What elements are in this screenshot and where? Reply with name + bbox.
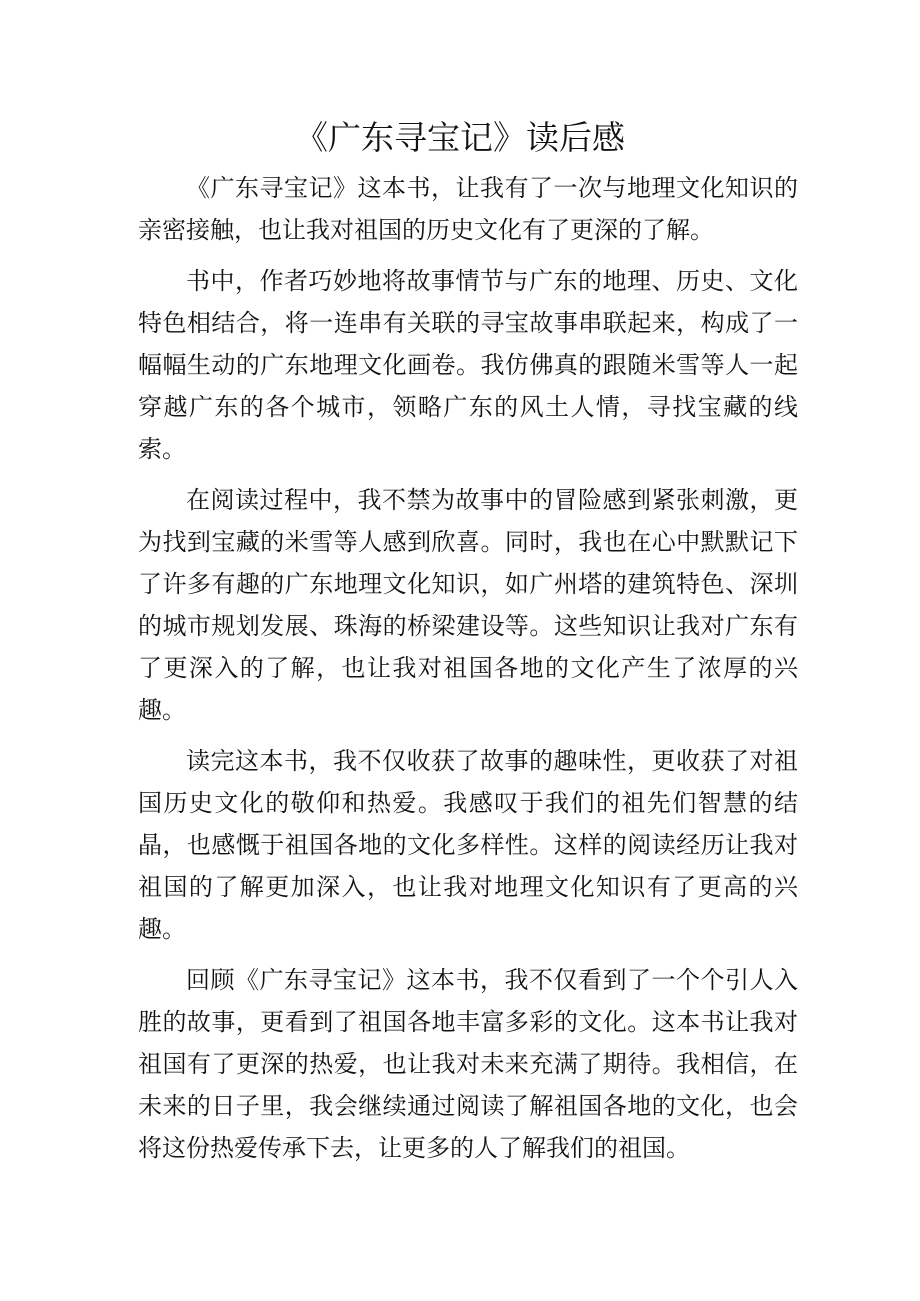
document-body bbox=[138, 167, 798, 1178]
paragraph-5: 回顾《广东寻宝记》这本书，我不仅看到了一个个引人入胜的故事，更看到了祖国各地丰富多彩的文化。这本书让我对祖国有了更深的热爱，也让我对未来充满了期待。我相信，在未来的日子里，我会继续通过阅读了解祖国各地的文化，也会将这份热爱传承下去，让更多的人了解我们的祖国。 bbox=[138, 966, 798, 1162]
document-title: 《广东寻宝记》读后感 bbox=[295, 118, 625, 157]
paragraph-1: 《广东寻宝记》这本书，让我有了一次与地理文化知识的亲密接触，也让我对祖国的历史文化有了更深的了解。 bbox=[138, 174, 798, 244]
paragraph-3: 在阅读过程中，我不禁为故事中的冒险感到紧张刺激，更为找到宝藏的米雪等人感到欣喜。同时，我也在心中默默记下了许多有趣的广东地理文化知识，如广州塔的建筑特色、深圳的城市规划发展、珠海的桥梁建设等。这些知识让我对广东有了更深入的了解，也让我对祖国各地的文化产生了浓厚的兴趣。 bbox=[138, 486, 798, 724]
paragraph-4: 读完这本书，我不仅收获了故事的趣味性，更收获了对祖国历史文化的敬仰和热爱。我感叹于我们的祖先们智慧的结晶，也感慨于祖国各地的文化多样性。这样的阅读经历让我对祖国的了解更加深入，也让我对地理文化知识有了更高的兴趣。 bbox=[138, 747, 798, 943]
paragraph-2: 书中，作者巧妙地将故事情节与广东的地理、历史、文化特色相结合，将一连串有关联的寻宝故事串联起来，构成了一幅幅生动的广东地理文化画卷。我仿佛真的跟随米雪等人一起穿越广东的各个城市，领略广东的风土人情，寻找宝藏的线索。 bbox=[138, 267, 798, 463]
